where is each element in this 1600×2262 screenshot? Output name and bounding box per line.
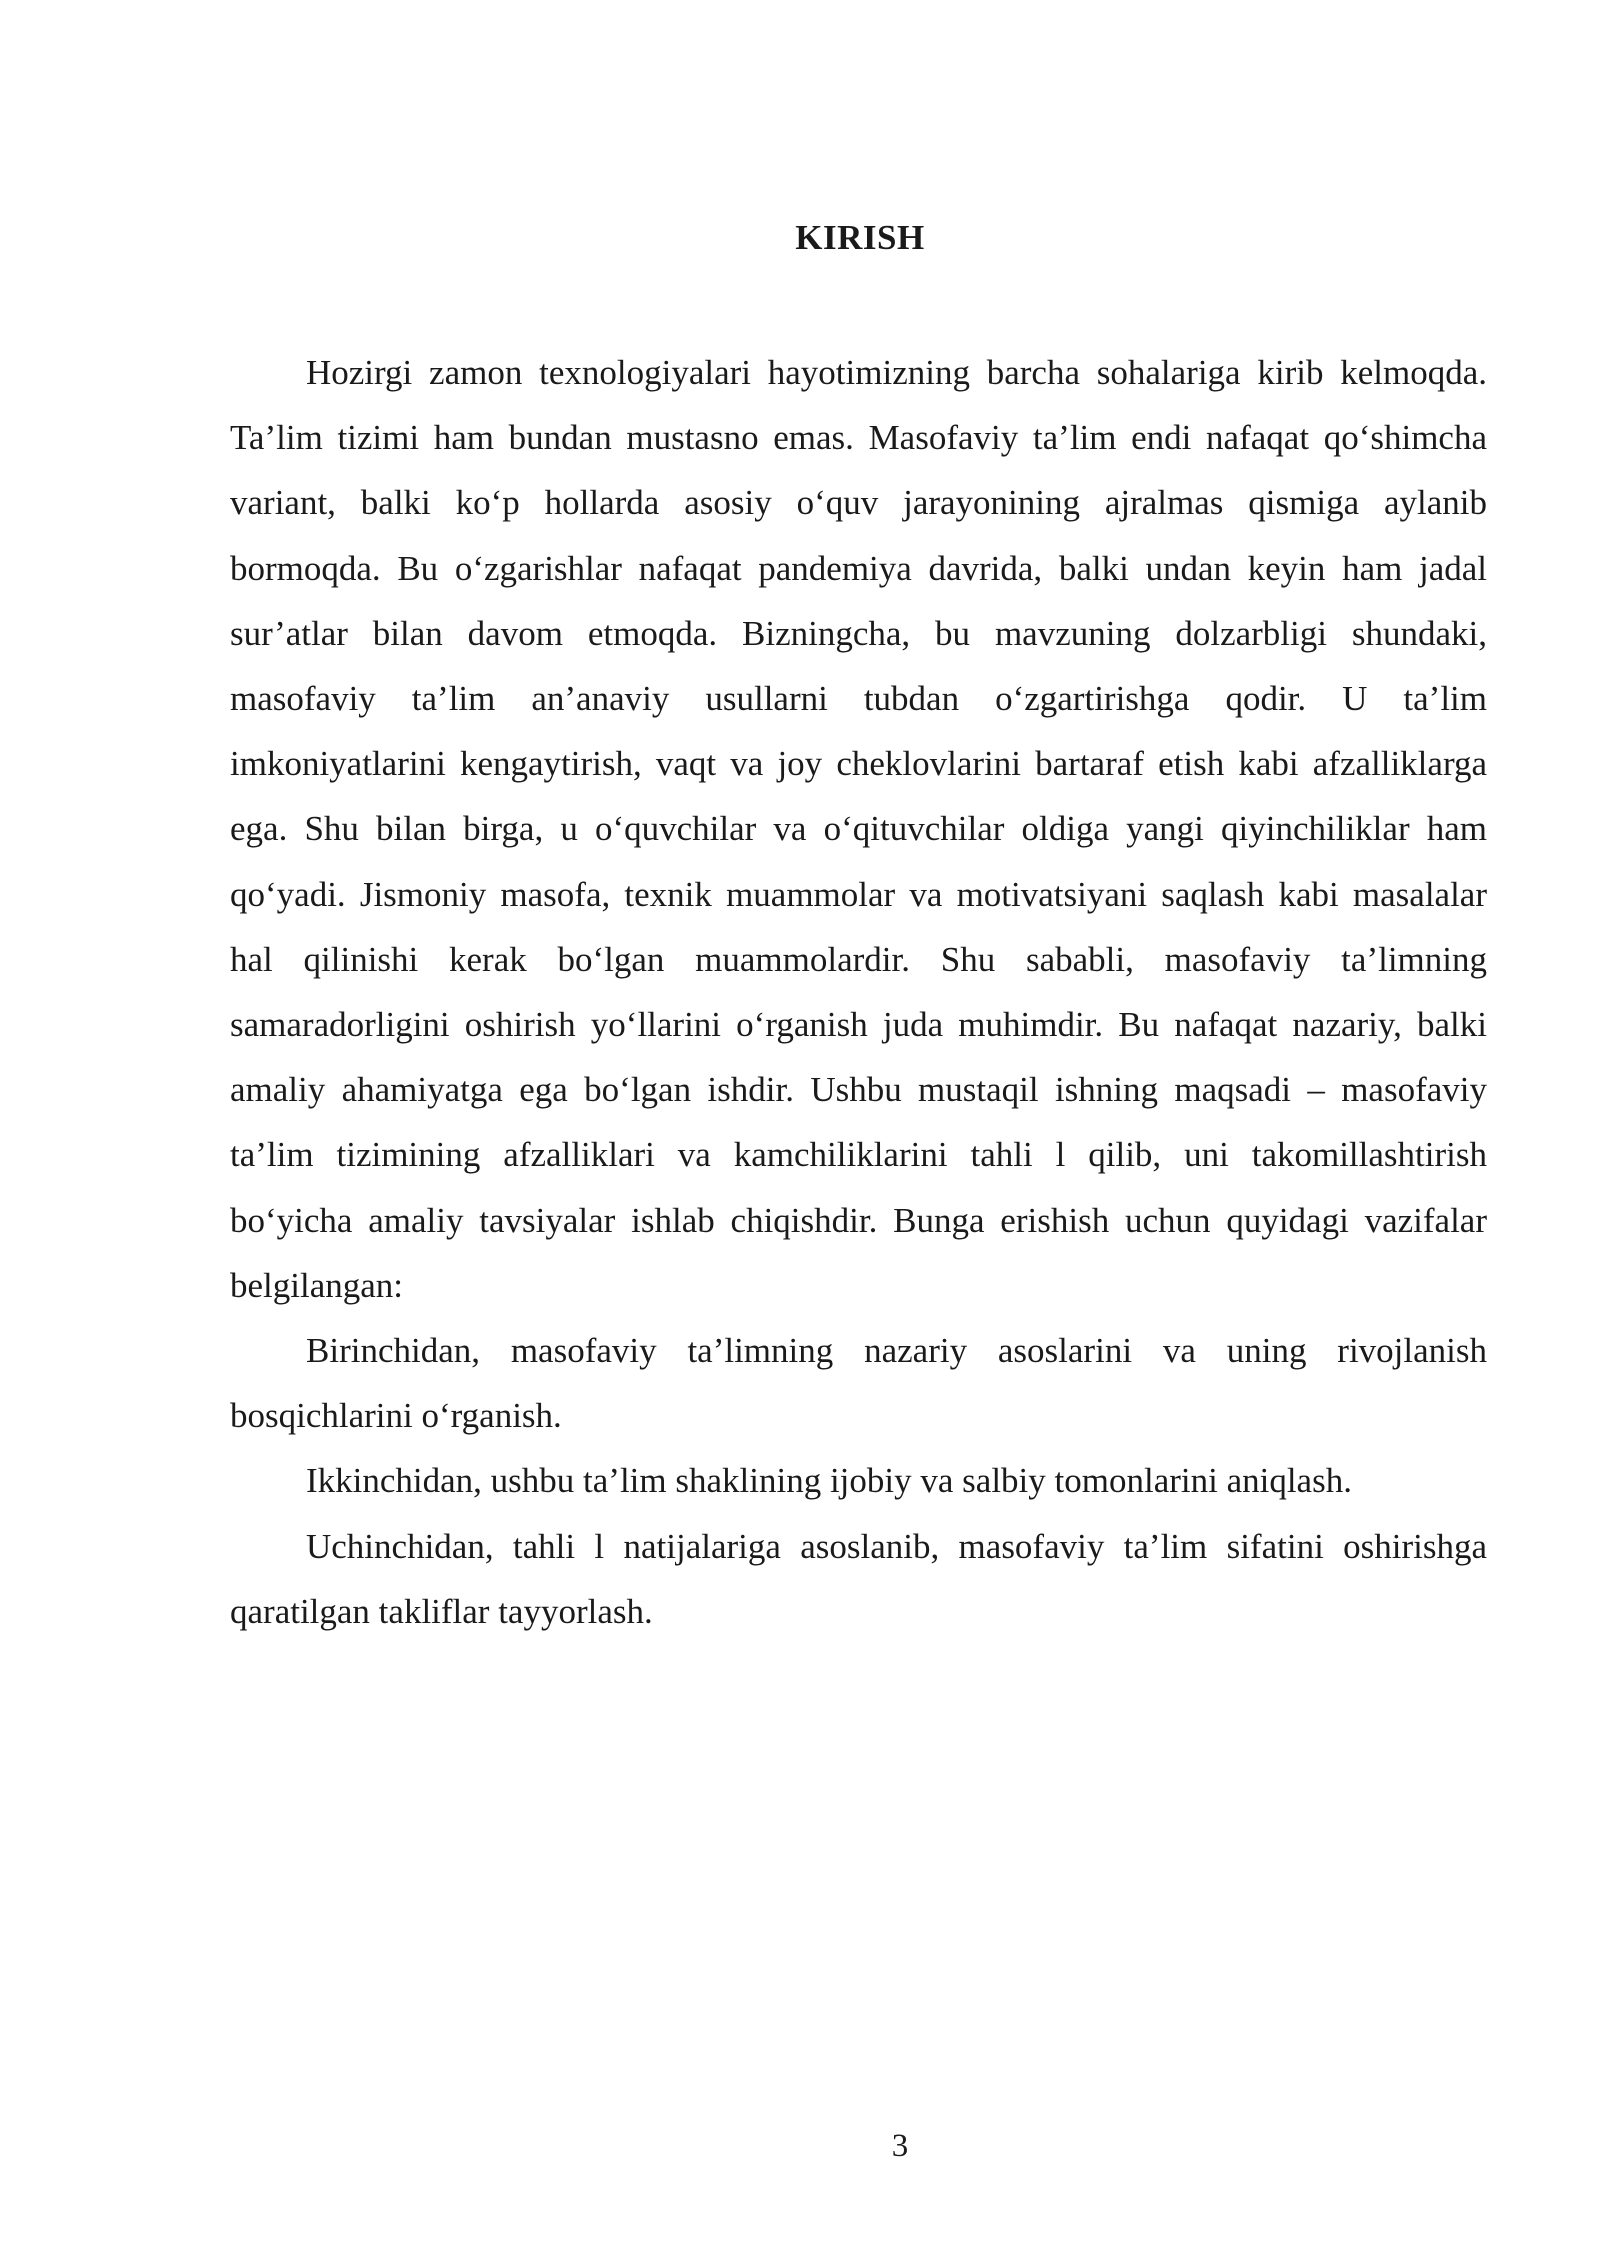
paragraph-task-2: Ikkinchidan, ushbu ta’lim shaklining ijobiy va salbiy tomonlarini aniqlash. [306, 1461, 1352, 1501]
paragraph-task-1: Birinchidan, masofaviy ta’limning nazariy asoslarini va uning rivojlanish bosqichlarini o‘rganish. [230, 1331, 1487, 1436]
paragraph-task-3: Uchinchidan, tahli l natijalariga asoslanib, masofaviy ta’lim sifatini oshirishga qaratilgan takliflar tayyorlash. [230, 1526, 1487, 1631]
document-body [230, 340, 1487, 1644]
paragraph-intro: Hozirgi zamon texnologiyalari hayotimizning barcha sohalariga kirib kelmoqda. Ta’lim tizimi ham bundan mustasno emas. Masofaviy ta’lim endi nafaqat qo‘shimcha variant, balki ko‘p hollarda asosiy o‘quv jarayonining ajralmas qismiga aylanib bormoqda. Bu o‘zgarishlar nafaqat pandemiya davrida, balki undan keyin ham jadal sur’atlar bilan davom etmoqda. Bizningcha, bu mavzuning dolzarbligi shundaki, masofaviy ta’lim an’anaviy usullarni tubdan o‘zgartirishga qodir. U ta’lim imkoniyatlarini kengaytirish, vaqt va joy cheklovlarini bartaraf etish kabi afzalliklarga ega. Shu bilan birga, u o‘quvchilar va o‘qituvchilar oldiga yangi qiyinchiliklar ham qo‘yadi. Jismoniy masofa, texnik muammolar va motivatsiyani saqlash kabi masalalar hal qilinishi kerak bo‘lgan muammolardir. Shu sababli, masofaviy ta’limning samaradorligini oshirish yo‘llarini o‘rganish juda muhimdir. Bu nafaqat nazariy, balki amaliy ahamiyatga ega bo‘lgan ishdir. Ushbu mustaqil ishning maqsadi – masofaviy ta’lim tizimining afzalliklari va kamchiliklarini tahli l qilib, uni takomillashtirish bo‘yicha amaliy tavsiyalar ishlab chiqishdir. Bunga erishish uchun quyidagi vazifalar belgilangan: [230, 353, 1487, 1305]
page-heading: KIRISH [795, 218, 925, 257]
page-number: 3 [891, 2128, 909, 2164]
